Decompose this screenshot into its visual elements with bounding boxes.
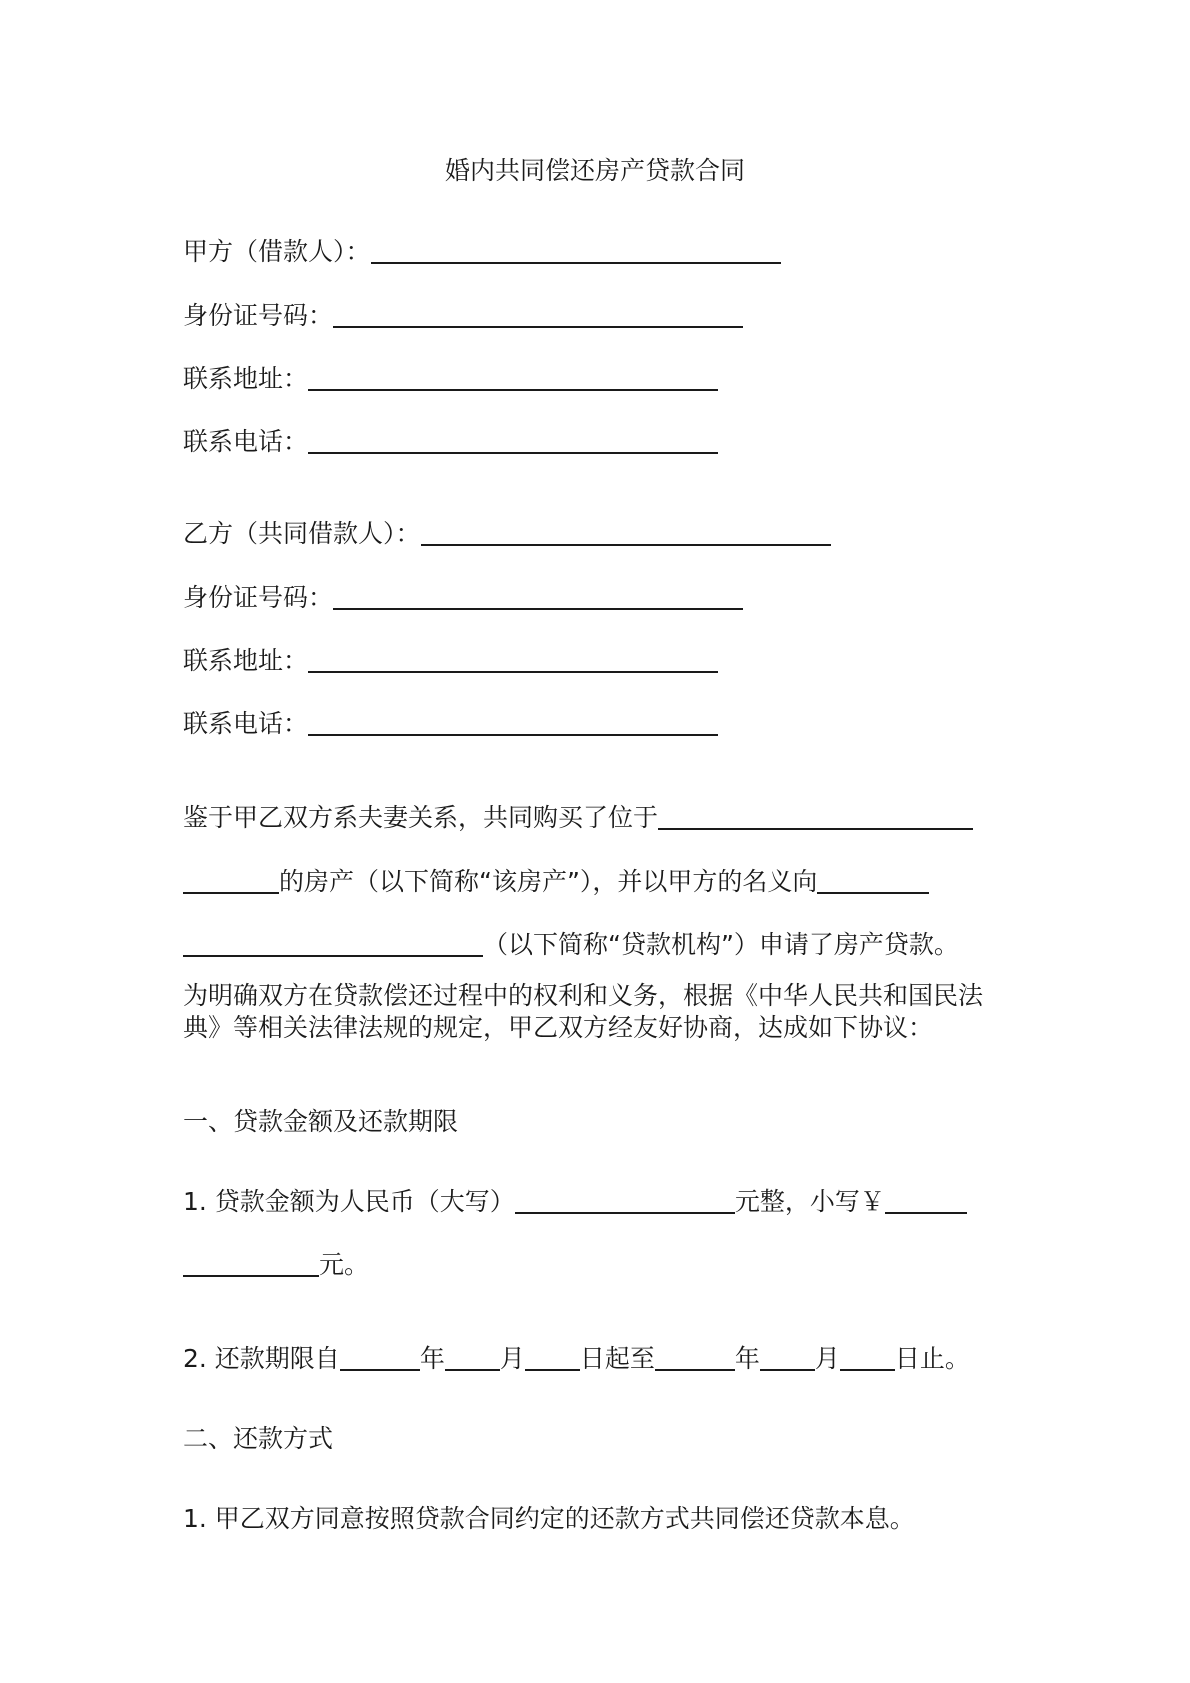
party-a-phone-row: [183, 426, 718, 458]
loan-amount-uppercase-blank[interactable]: [515, 1186, 735, 1214]
party-b-phone-label: 联系电话：: [183, 709, 309, 738]
party-a-name-label: 甲方（借款人）：: [183, 237, 371, 266]
loan-amount-mid-label: 元整，小写￥: [734, 1187, 885, 1216]
repayment-term-row: [183, 1343, 970, 1375]
end-day-label: 日止。: [894, 1344, 970, 1373]
preamble-paragraph: 为明确双方在贷款偿还过程中的权利和义务，根据《中华人民共和国民法典》等相关法律法规的规定，甲乙双方经友好协商，达成如下协议：: [183, 981, 984, 1042]
property-location-blank[interactable]: [658, 802, 973, 830]
start-year-blank[interactable]: [340, 1343, 420, 1371]
party-b-address-blank[interactable]: [308, 645, 718, 673]
party-b-name-blank[interactable]: [421, 518, 831, 546]
lender-blank-cont[interactable]: [183, 929, 483, 957]
preamble-text-2: 的房产（以下简称“该房产”），并以甲方的名义向: [279, 867, 818, 896]
preamble-line-2: [183, 866, 929, 898]
party-b-phone-row: [183, 708, 718, 740]
loan-amount-row-cont: [183, 1249, 369, 1281]
party-b-id-row: [183, 582, 743, 614]
section-1-heading: 一、贷款金额及还款期限: [183, 1107, 459, 1136]
party-a-address-label: 联系地址：: [183, 364, 309, 393]
repayment-method-item-1: 1. 甲乙双方同意按照贷款合同约定的还款方式共同偿还贷款本息。: [183, 1504, 915, 1533]
start-month-blank[interactable]: [445, 1343, 500, 1371]
party-b-address-label: 联系地址：: [183, 646, 309, 675]
end-month-label: 月: [814, 1344, 840, 1373]
loan-amount-unit: 元。: [319, 1250, 370, 1279]
party-a-address-row: [183, 363, 718, 395]
party-a-id-label: 身份证号码：: [183, 301, 334, 330]
party-a-id-row: [183, 300, 743, 332]
party-b-phone-blank[interactable]: [308, 708, 718, 736]
start-day-label: 日起至: [579, 1344, 655, 1373]
section-2-heading: 二、还款方式: [183, 1424, 334, 1453]
end-year-label: 年: [734, 1344, 760, 1373]
end-day-blank[interactable]: [840, 1343, 895, 1371]
party-a-name-blank[interactable]: [371, 236, 781, 264]
party-b-id-label: 身份证号码：: [183, 583, 334, 612]
end-year-blank[interactable]: [655, 1343, 735, 1371]
preamble-line-1: [183, 802, 973, 834]
party-b-name-label: 乙方（共同借款人）：: [183, 519, 421, 548]
loan-amount-number-blank[interactable]: [885, 1186, 967, 1214]
loan-amount-number-blank-cont[interactable]: [183, 1249, 319, 1277]
end-month-blank[interactable]: [760, 1343, 815, 1371]
party-a-name-row: [183, 236, 781, 268]
document-title: 婚内共同偿还房产贷款合同: [444, 156, 745, 185]
party-a-address-blank[interactable]: [308, 363, 718, 391]
party-a-phone-blank[interactable]: [308, 426, 718, 454]
loan-amount-row: [183, 1186, 967, 1218]
party-b-address-row: [183, 645, 718, 677]
loan-amount-label: 1. 贷款金额为人民币（大写）: [183, 1187, 515, 1216]
repayment-term-label: 2. 还款期限自: [183, 1344, 340, 1373]
party-a-phone-label: 联系电话：: [183, 427, 309, 456]
start-month-label: 月: [499, 1344, 525, 1373]
preamble-line-3: [183, 929, 959, 961]
lender-blank[interactable]: [817, 866, 929, 894]
party-b-id-blank[interactable]: [333, 582, 743, 610]
party-b-name-row: [183, 518, 831, 550]
preamble-text-1: 鉴于甲乙双方系夫妻关系，共同购买了位于: [183, 803, 659, 832]
property-location-blank-cont[interactable]: [183, 866, 279, 894]
preamble-text-3: （以下简称“贷款机构”）申请了房产贷款。: [483, 930, 959, 959]
start-day-blank[interactable]: [525, 1343, 580, 1371]
start-year-label: 年: [419, 1344, 445, 1373]
party-a-id-blank[interactable]: [333, 300, 743, 328]
